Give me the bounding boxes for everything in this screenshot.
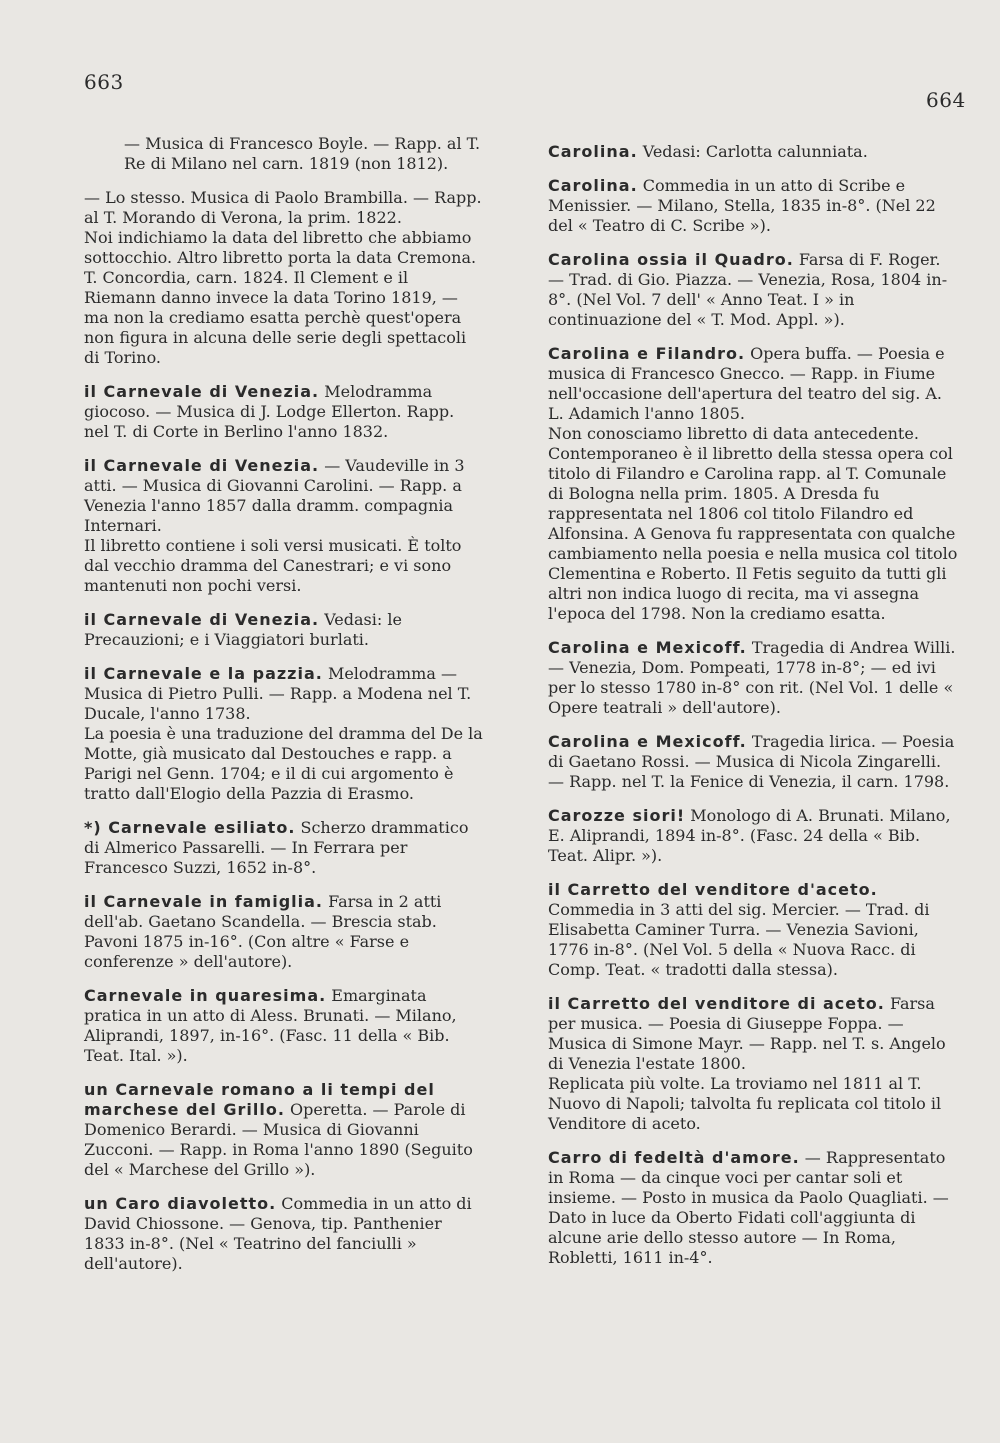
entry-text: Tragedia di Andrea Willi. — Venezia, Dom. Pompeati, 1778 in-8°; — ed ivi per lo stesso 1780 in-8° con rit. (Nel Vol. 1 delle « Opere teatrali » dell'autore). [548,638,956,717]
entry [84,610,484,650]
entry [548,732,960,792]
entry [84,382,484,442]
entry-text: Commedia in 3 atti del sig. Mercier. — Trad. di Elisabetta Caminer Turra. — Venezia Savioni, 1776 in-8°. (Nel Vol. 5 della « Nuova Racc. di Comp. Teat. « tradotti dalla stessa). [548,900,930,979]
entry [548,880,960,980]
entry [548,994,960,1134]
entry-heading: il Carretto del venditore di aceto. [548,994,885,1013]
entry-text: Farsa per musica. — Poesia di Giuseppe Foppa. — Musica di Simone Mayr. — Rapp. nel T. s. Angelo di Venezia l'estate 1800. [548,994,946,1073]
entry-text: — Musica di Francesco Boyle. — Rapp. al T. Re di Milano nel carn. 1819 (non 1812). [124,134,481,173]
entry [84,456,484,596]
entry-heading: un Caro diavoletto. [84,1194,277,1213]
entry-heading: Carolina e Mexicoff. [548,638,747,657]
entry-heading: Carolina e Filandro. [548,344,746,363]
entry-heading: il Carretto del venditore d'aceto. [548,880,878,899]
entry-text: Vedasi: Carlotta calunniata. [642,142,868,161]
right-column [548,142,960,1282]
entry [84,134,484,174]
entry-note: Noi indichiamo la data del libretto che abbiamo sottocchio. Altro libretto porta la data Cremona. T. Concordia, carn. 1824. Il Clement e il Riemann danno invece la data Torino 1819, — ma non la crediamo esatta perchè quest'opera non figura in alcuna delle serie degli spettacoli di Torino. [84,228,477,367]
entry-text: Tragedia lirica. — Poesia di Gaetano Rossi. — Musica di Nicola Zingarelli. — Rapp. nel T. la Fenice di Venezia, il carn. 1798. [548,732,955,791]
entry-heading: *) Carnevale esiliato. [84,818,296,837]
entry-note: Replicata più volte. La troviamo nel 1811 al T. Nuovo di Napoli; talvolta fu replicata col titolo il Venditore di aceto. [548,1074,942,1133]
entry [548,1148,960,1268]
entry [84,986,484,1066]
entry-heading: il Carnevale di Venezia. [84,610,320,629]
entry [84,818,484,878]
entry-heading: un Carnevale romano a li tempi del marchese del Grillo. [84,1080,435,1119]
page-number-right: 664 [926,88,966,112]
entry-heading: Carolina ossia il Quadro. [548,250,794,269]
entry-heading: il Carnevale in famiglia. [84,892,323,911]
entry [84,664,484,804]
entry-text: Farsa di F. Roger. — Trad. di Gio. Piazza. — Venezia, Rosa, 1804 in-8°. (Nel Vol. 7 dell' « Anno Teat. I » in continuazione del « T. Mod. Appl. »). [548,250,948,329]
entry-heading: Carnevale in quaresima. [84,986,327,1005]
entry-heading: il Carnevale di Venezia. [84,456,320,475]
entry-text: Vedasi: le Precauzioni; e i Viaggiatori burlati. [84,610,402,649]
entry-heading: Carolina. [548,176,638,195]
entry-text: Commedia in un atto di David Chiossone. — Genova, tip. Panthenier 1833 in-8°. (Nel « Teatrino del fanciulli » dell'autore). [84,1194,472,1273]
page-number-left: 663 [84,70,124,94]
entry-text: Melodramma giocoso. — Musica di J. Lodge Ellerton. Rapp. nel T. di Corte in Berlino l'anno 1832. [84,382,455,441]
entry [548,638,960,718]
entry [548,250,960,330]
entry-note: Il libretto contiene i soli versi musicati. È tolto dal vecchio dramma del Canestrari; e vi sono mantenuti non pochi versi. [84,536,462,595]
entry [548,344,960,624]
entry-text: Commedia in un atto di Scribe e Menissier. — Milano, Stella, 1835 in-8°. (Nel 22 del « Teatro di C. Scribe »). [548,176,936,235]
entry-heading: Carro di fedeltà d'amore. [548,1148,800,1167]
left-column [84,134,484,1288]
entry-text: Emarginata pratica in un atto di Aless. Brunati. — Milano, Aliprandi, 1897, in-16°. (Fasc. 11 della « Bib. Teat. Ital. »). [84,986,457,1065]
entry-text: — Vaudeville in 3 atti. — Musica di Giovanni Carolini. — Rapp. a Venezia l'anno 1857 dalla dramm. compagnia Internari. [84,456,465,535]
entry-heading: Carozze siori! [548,806,686,825]
entry-note: La poesia è una traduzione del dramma del De la Motte, già musicato dal Destouches e rapp. a Parigi nel Genn. 1704; e il di cui argomento è tratto dall'Elogio della Pazzia di Erasmo. [84,724,483,803]
entry-heading: Carolina. [548,142,638,161]
entry-text: — Lo stesso. Musica di Paolo Brambilla. — Rapp. al T. Morando di Verona, la prim. 1822. [84,188,482,227]
entry [84,1194,484,1274]
entry [84,892,484,972]
entry-text: Monologo di A. Brunati. Milano, E. Aliprandi, 1894 in-8°. (Fasc. 24 della « Bib. Teat. Alipr. »). [548,806,951,865]
entry [84,1080,484,1180]
entry-text: Opera buffa. — Poesia e musica di Francesco Gnecco. — Rapp. in Fiume nell'occasione dell'apertura del teatro del sig. A. L. Adamich l'anno 1805. [548,344,945,423]
entry-text: Melodramma — Musica di Pietro Pulli. — Rapp. a Modena nel T. Ducale, l'anno 1738. [84,664,472,723]
entry-text: Farsa in 2 atti dell'ab. Gaetano Scandella. — Brescia stab. Pavoni 1875 in-16°. (Con altre « Farse e conferenze » dell'autore). [84,892,442,971]
entry-text: Operetta. — Parole di Domenico Berardi. — Musica di Giovanni Zucconi. — Rapp. in Roma l'anno 1890 (Seguito del « Marchese del Grillo »). [84,1100,473,1179]
entry [84,188,484,368]
entry-heading: il Carnevale e la pazzia. [84,664,323,683]
entry-heading: Carolina e Mexicoff. [548,732,747,751]
entry [548,142,960,162]
entry-heading: il Carnevale di Venezia. [84,382,320,401]
entry [548,176,960,236]
entry-text: Scherzo drammatico di Almerico Passarelli. — In Ferrara per Francesco Suzzi, 1652 in-8°. [84,818,469,877]
entry-note: Non conosciamo libretto di data antecedente. Contemporaneo è il libretto della stessa opera col titolo di Filandro e Carolina rapp. al T. Comunale di Bologna nella prim. 1805. A Dresda fu rappresentata nel 1806 col titolo Filandro ed Alfonsina. A Genova fu rappresentata con qualche cambiamento nella poesia e nella musica col titolo Clementina e Roberto. Il Fetis seguito da tutti gli altri non indica luogo di recita, ma vi assegna l'epoca del 1798. Non la crediamo esatta. [548,424,958,623]
entry [548,806,960,866]
entry-text: — Rappresentato in Roma — da cinque voci per cantar soli et insieme. — Posto in musica da Paolo Quagliati. — Dato in luce da Oberto Fidati coll'aggiunta di alcune arie dello stesso autore — In Roma, Robletti, 1611 in-4°. [548,1148,949,1267]
